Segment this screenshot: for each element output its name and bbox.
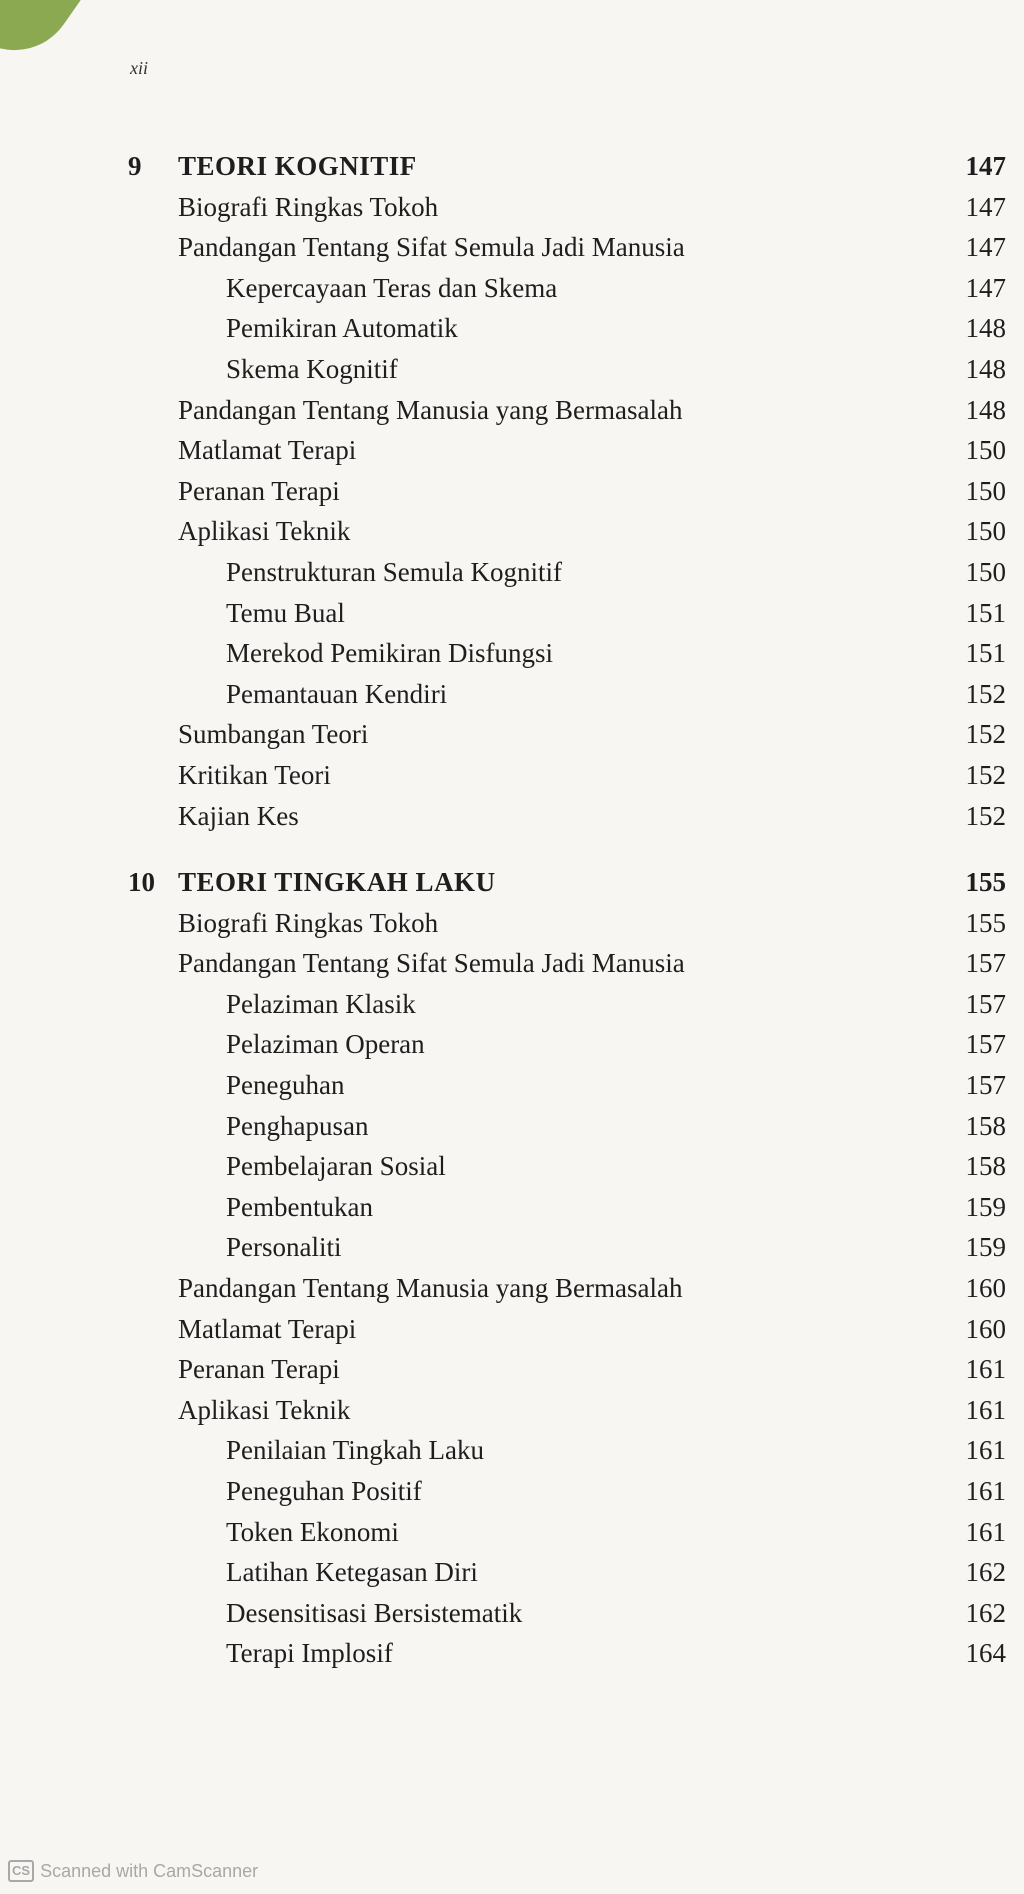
toc-section-entry bbox=[128, 1390, 1006, 1431]
chapter-number: 9 bbox=[128, 151, 142, 181]
toc-subsection-entry bbox=[128, 1512, 1006, 1553]
entry-title: Pembelajaran Sosial bbox=[226, 1151, 446, 1182]
toc-section-entry bbox=[128, 943, 1006, 984]
camscanner-logo-icon: CS bbox=[8, 1860, 34, 1882]
toc-section-entry bbox=[128, 903, 1006, 944]
toc-section-entry bbox=[128, 511, 1006, 552]
chapter-heading bbox=[128, 146, 1006, 187]
toc-subsection-entry bbox=[128, 1024, 1006, 1065]
corner-leaf-decoration bbox=[0, 0, 84, 74]
entry-title: Pandangan Tentang Sifat Semula Jadi Manusia bbox=[178, 232, 685, 263]
entry-page: 161 bbox=[965, 1354, 1006, 1385]
entry-title: Biografi Ringkas Tokoh bbox=[178, 907, 439, 938]
entry-page: 150 bbox=[965, 556, 1006, 587]
entry-title: Personaliti bbox=[226, 1232, 342, 1263]
toc-subsection-entry bbox=[128, 984, 1006, 1025]
entry-title: Peneguhan Positif bbox=[226, 1476, 422, 1506]
entry-page: 147 bbox=[965, 191, 1006, 222]
entry-page: 158 bbox=[965, 1110, 1006, 1141]
toc-section-entry bbox=[128, 390, 1006, 431]
entry-title: Biografi Ringkas Tokoh bbox=[178, 191, 439, 222]
entry-page: 155 bbox=[965, 907, 1006, 938]
entry-title: Sumbangan Teori bbox=[178, 719, 369, 750]
toc-subsection-entry bbox=[128, 552, 1006, 593]
entry-page: 160 bbox=[965, 1313, 1006, 1344]
entry-title: Kepercayaan Teras dan Skema bbox=[226, 272, 558, 303]
entry-page: 151 bbox=[965, 638, 1006, 669]
entry-title: Penilaian Tingkah Laku bbox=[226, 1435, 484, 1466]
entry-page: 161 bbox=[965, 1476, 1006, 1506]
chapter-page: 147 bbox=[965, 151, 1006, 181]
toc-subsection-entry bbox=[128, 1430, 1006, 1471]
entry-title: Temu Bual bbox=[226, 597, 345, 628]
entry-title: Pelaziman Operan bbox=[226, 1029, 425, 1060]
entry-page: 150 bbox=[965, 435, 1006, 466]
entry-page: 148 bbox=[965, 313, 1006, 344]
entry-title: Desensitisasi Bersistematik bbox=[226, 1597, 523, 1628]
toc-section-entry bbox=[128, 227, 1006, 268]
entry-title: Pandangan Tentang Manusia yang Bermasalah bbox=[178, 1273, 683, 1304]
entry-page: 148 bbox=[965, 394, 1006, 425]
entry-title: Aplikasi Teknik bbox=[178, 1394, 351, 1425]
toc-subsection-entry bbox=[128, 1227, 1006, 1268]
entry-page: 152 bbox=[965, 678, 1006, 709]
entry-page: 164 bbox=[965, 1638, 1006, 1669]
entry-page: 147 bbox=[965, 232, 1006, 263]
entry-title: Pembentukan bbox=[226, 1191, 373, 1222]
toc-subsection-entry bbox=[128, 1633, 1006, 1674]
entry-page: 159 bbox=[965, 1191, 1006, 1222]
entry-page: 161 bbox=[965, 1516, 1006, 1547]
entry-title: Penstrukturan Semula Kognitif bbox=[226, 556, 562, 587]
toc-subsection-entry bbox=[128, 1065, 1006, 1106]
chapter-heading bbox=[128, 862, 1006, 903]
toc-subsection-entry bbox=[128, 1187, 1006, 1228]
entry-title: Peranan Terapi bbox=[178, 1354, 340, 1385]
entry-title: Penghapusan bbox=[226, 1110, 369, 1141]
entry-title: Pandangan Tentang Manusia yang Bermasalah bbox=[178, 394, 683, 425]
toc-subsection-entry bbox=[128, 1552, 1006, 1593]
entry-title: Matlamat Terapi bbox=[178, 1313, 357, 1344]
entry-page: 159 bbox=[965, 1232, 1006, 1263]
entry-page: 152 bbox=[965, 800, 1006, 831]
entry-page: 161 bbox=[965, 1394, 1006, 1425]
toc-subsection-entry bbox=[128, 1146, 1006, 1187]
entry-title: Latihan Ketegasan Diri bbox=[226, 1557, 478, 1588]
toc-subsection-entry bbox=[128, 674, 1006, 715]
entry-title: Terapi Implosif bbox=[226, 1638, 393, 1669]
entry-page: 157 bbox=[965, 948, 1006, 979]
toc-subsection-entry bbox=[128, 268, 1006, 309]
toc-section-entry bbox=[128, 471, 1006, 512]
entry-title: Kajian Kes bbox=[178, 800, 299, 831]
toc-subsection-entry bbox=[128, 593, 1006, 634]
scanner-watermark bbox=[8, 1860, 258, 1882]
entry-title: Matlamat Terapi bbox=[178, 435, 357, 466]
entry-title: Token Ekonomi bbox=[226, 1516, 399, 1547]
toc-subsection-entry bbox=[128, 1593, 1006, 1634]
entry-page: 147 bbox=[965, 272, 1006, 303]
toc-section-entry bbox=[128, 796, 1006, 837]
toc-section-entry bbox=[128, 1349, 1006, 1390]
entry-page: 161 bbox=[965, 1435, 1006, 1466]
entry-title: Pandangan Tentang Sifat Semula Jadi Manusia bbox=[178, 948, 685, 979]
toc-section-entry bbox=[128, 430, 1006, 471]
watermark-text: Scanned with CamScanner bbox=[40, 1860, 259, 1881]
entry-title: Skema Kognitif bbox=[226, 353, 398, 384]
chapter-number: 10 bbox=[128, 867, 155, 898]
toc-subsection-entry bbox=[128, 1106, 1006, 1147]
toc-subsection-entry bbox=[128, 308, 1006, 349]
entry-title: Kritikan Teori bbox=[178, 759, 331, 790]
entry-page: 157 bbox=[965, 988, 1006, 1019]
entry-title: Pelaziman Klasik bbox=[226, 988, 416, 1019]
entry-title: Peneguhan bbox=[226, 1070, 345, 1101]
entry-page: 150 bbox=[965, 475, 1006, 506]
toc-subsection-entry bbox=[128, 633, 1006, 674]
entry-title: Pemikiran Automatik bbox=[226, 313, 458, 344]
entry-title: Pemantauan Kendiri bbox=[226, 678, 448, 709]
chapter-block bbox=[128, 862, 1006, 1674]
chapter-page: 155 bbox=[965, 867, 1006, 898]
toc-section-entry bbox=[128, 714, 1006, 755]
entry-page: 157 bbox=[965, 1070, 1006, 1101]
entry-page: 150 bbox=[965, 516, 1006, 547]
entry-page: 160 bbox=[965, 1273, 1006, 1304]
toc-subsection-entry bbox=[128, 349, 1006, 390]
entry-page: 152 bbox=[965, 759, 1006, 790]
entry-page: 157 bbox=[965, 1029, 1006, 1060]
toc-section-entry bbox=[128, 1309, 1006, 1350]
entry-page: 158 bbox=[965, 1151, 1006, 1182]
chapter-title: TEORI TINGKAH LAKU bbox=[178, 867, 496, 898]
entry-title: Peranan Terapi bbox=[178, 475, 340, 506]
chapter-block bbox=[128, 146, 1006, 836]
entry-page: 152 bbox=[965, 719, 1006, 750]
entry-title: Merekod Pemikiran Disfungsi bbox=[226, 638, 553, 669]
entry-page: 162 bbox=[965, 1597, 1006, 1628]
chapter-title: TEORI KOGNITIF bbox=[178, 151, 417, 181]
toc-section-entry bbox=[128, 1268, 1006, 1309]
toc-subsection-entry bbox=[128, 1471, 1006, 1512]
entry-title: Aplikasi Teknik bbox=[178, 516, 351, 547]
toc-section-entry bbox=[128, 755, 1006, 796]
entry-page: 151 bbox=[965, 597, 1006, 628]
entry-page: 148 bbox=[965, 353, 1006, 384]
page-number: xii bbox=[130, 58, 148, 78]
toc-section-entry bbox=[128, 187, 1006, 228]
entry-page: 162 bbox=[965, 1557, 1006, 1588]
table-of-contents bbox=[128, 146, 1006, 1700]
